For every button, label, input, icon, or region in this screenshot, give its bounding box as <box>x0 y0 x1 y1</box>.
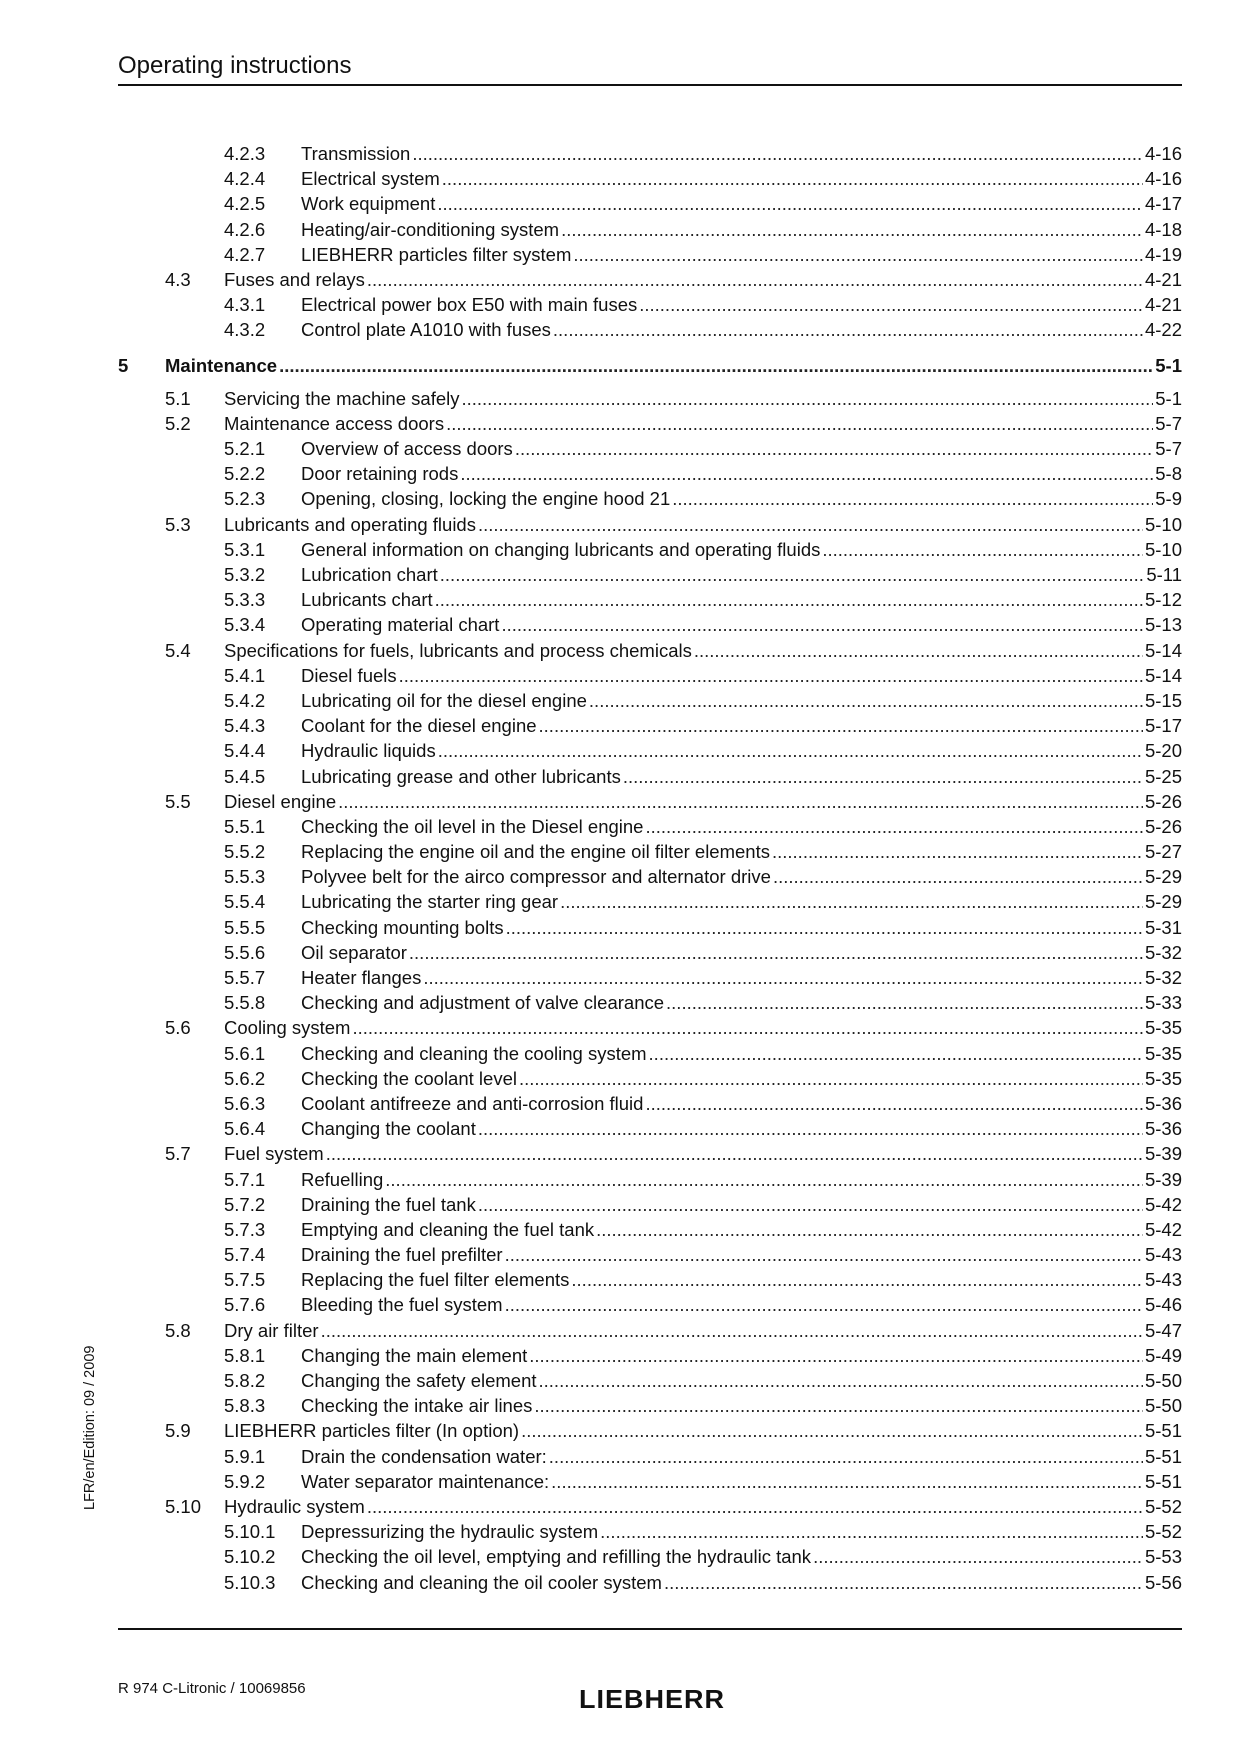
toc-leader-dots <box>442 168 1143 190</box>
toc-leader-dots <box>551 1471 1143 1493</box>
toc-entry-page: 5-8 <box>1155 463 1182 485</box>
toc-entry-number: 5.8.1 <box>224 1344 266 1366</box>
toc-leader-dots <box>440 564 1145 586</box>
toc-entry-number: 5.4.2 <box>224 689 266 711</box>
toc-entry[interactable] <box>118 1143 1182 1168</box>
toc-entry[interactable] <box>118 967 1182 992</box>
toc-entry-number: 5 <box>118 354 129 376</box>
toc-leader-dots <box>505 1244 1143 1266</box>
toc-entry[interactable] <box>118 640 1182 665</box>
toc-entry[interactable] <box>118 269 1182 294</box>
toc-entry-title: Opening, closing, locking the engine hood 21 <box>301 488 671 510</box>
toc-entry-title: Operating material chart <box>301 614 500 636</box>
toc-entry-number: 4.2.4 <box>224 168 266 190</box>
toc-leader-dots <box>515 438 1153 460</box>
toc-entry[interactable] <box>118 791 1182 816</box>
toc-entry-page: 5-1 <box>1155 387 1182 409</box>
toc-entry-number: 5.6.1 <box>224 1042 266 1064</box>
toc-entry[interactable] <box>118 665 1182 690</box>
toc-entry-number: 5.5.2 <box>224 841 266 863</box>
toc-entry-page: 5-26 <box>1144 790 1182 812</box>
toc-entry-page: 5-35 <box>1144 1042 1182 1064</box>
toc-leader-dots <box>399 665 1143 687</box>
toc-entry[interactable] <box>118 690 1182 715</box>
toc-leader-dots <box>553 319 1143 341</box>
toc-entry[interactable] <box>118 193 1182 218</box>
toc-entry-page: 5-39 <box>1144 1143 1182 1165</box>
toc-entry[interactable] <box>118 539 1182 564</box>
toc-leader-dots <box>367 269 1143 291</box>
toc-entry-number: 5.6.4 <box>224 1118 266 1140</box>
toc-entry-number: 5.7.1 <box>224 1168 266 1190</box>
toc-entry-page: 5-35 <box>1144 1067 1182 1089</box>
toc-entry-title: Lubrication chart <box>301 564 438 585</box>
toc-entry-title: Door retaining rods <box>301 463 459 485</box>
toc-entry[interactable] <box>118 1244 1182 1269</box>
toc-entry[interactable] <box>118 1017 1182 1042</box>
toc-entry-page: 5-9 <box>1155 488 1182 510</box>
toc-entry-number: 4.2.6 <box>224 218 266 240</box>
toc-entry-page: 5-42 <box>1144 1218 1182 1240</box>
document-header-title: Operating instructions <box>118 52 352 79</box>
toc-entry-page: 5-1 <box>1155 354 1182 376</box>
toc-leader-dots <box>639 294 1143 316</box>
toc-entry-number: 5.7 <box>165 1143 191 1165</box>
toc-entry-number: 4.3.1 <box>224 294 266 316</box>
toc-leader-dots <box>501 614 1143 636</box>
toc-leader-dots <box>478 1194 1143 1216</box>
toc-entry-page: 4-19 <box>1144 243 1182 265</box>
toc-entry[interactable] <box>118 917 1182 942</box>
toc-entry[interactable] <box>118 438 1182 463</box>
toc-entry-number: 5.9.1 <box>224 1445 266 1467</box>
toc-entry-title: Lubricating grease and other lubricants <box>301 765 621 787</box>
toc-entry-number: 5.3.1 <box>224 538 266 560</box>
toc-entry-number: 5.7.3 <box>224 1218 266 1240</box>
toc-entry-page: 4-21 <box>1144 294 1182 316</box>
toc-entry-page: 5-56 <box>1144 1571 1182 1593</box>
toc-leader-dots <box>539 1370 1143 1392</box>
toc-entry-page: 5-51 <box>1144 1470 1182 1492</box>
toc-leader-dots <box>321 1320 1143 1342</box>
toc-entry[interactable] <box>118 168 1182 193</box>
toc-entry-number: 5.2.2 <box>224 463 266 485</box>
toc-entry-page: 5-12 <box>1144 589 1182 611</box>
toc-leader-dots <box>326 1143 1143 1165</box>
toc-entry-number: 4.2.3 <box>224 143 266 164</box>
toc-entry-title: Emptying and cleaning the fuel tank <box>301 1218 595 1240</box>
toc-entry-number: 5.2.3 <box>224 488 266 510</box>
toc-entry[interactable] <box>118 244 1182 269</box>
toc-leader-dots <box>521 1420 1143 1442</box>
toc-entry-number: 5.1 <box>165 387 191 409</box>
toc-entry-title: Checking the intake air lines <box>301 1395 533 1417</box>
toc-leader-dots <box>645 1093 1143 1115</box>
toc-leader-dots <box>649 1043 1143 1065</box>
toc-entry-title: Lubricants chart <box>301 589 433 611</box>
footer-divider <box>118 1628 1182 1630</box>
toc-entry-title: Checking and cleaning the oil cooler system <box>301 1571 662 1593</box>
toc-entry-title: Fuel system <box>224 1143 324 1165</box>
toc-entry-number: 5.3.2 <box>224 564 266 585</box>
toc-entry[interactable] <box>118 1118 1182 1143</box>
toc-entry-page: 5-17 <box>1144 715 1182 737</box>
toc-leader-dots <box>645 816 1143 838</box>
edition-side-label: LFR/en/Edition: 09 / 2009 <box>82 1345 98 1510</box>
toc-entry[interactable] <box>118 1446 1182 1471</box>
toc-entry-number: 4.2.7 <box>224 243 266 265</box>
toc-leader-dots <box>822 539 1143 561</box>
toc-entry-title: Polyvee belt for the airco compressor and alternator drive <box>301 866 771 888</box>
toc-entry[interactable] <box>118 866 1182 891</box>
toc-entry[interactable] <box>118 488 1182 513</box>
toc-entry-number: 5.6.3 <box>224 1092 266 1114</box>
toc-entry[interactable] <box>118 355 1182 380</box>
toc-leader-dots <box>506 917 1143 939</box>
toc-entry-number: 5.3.3 <box>224 589 266 611</box>
toc-leader-dots <box>352 1017 1143 1039</box>
toc-entry-page: 5-47 <box>1144 1319 1182 1341</box>
toc-leader-dots <box>505 1294 1143 1316</box>
toc-entry-number: 5.4.1 <box>224 664 266 686</box>
toc-entry[interactable] <box>118 1546 1182 1571</box>
toc-entry-title: Draining the fuel tank <box>301 1193 476 1215</box>
toc-entry-title: Transmission <box>301 143 411 164</box>
toc-leader-dots <box>385 1169 1143 1191</box>
toc-leader-dots <box>560 891 1143 913</box>
header-divider <box>118 84 1182 86</box>
toc-entry-title: Electrical system <box>301 168 440 190</box>
toc-entry-page: 5-36 <box>1144 1092 1182 1114</box>
toc-leader-dots <box>772 841 1143 863</box>
toc-leader-dots <box>446 413 1153 435</box>
liebherr-logo-text: LIEBHERR <box>579 1686 725 1712</box>
toc-leader-dots <box>423 967 1143 989</box>
toc-entry-title: Overview of access doors <box>301 438 513 460</box>
toc-entry-number: 5.10.3 <box>224 1571 276 1593</box>
toc-entry-number: 5.5.3 <box>224 866 266 888</box>
toc-entry-title: Oil separator <box>301 941 407 963</box>
toc-entry-title: Diesel engine <box>224 790 337 812</box>
toc-entry-number: 5.4.5 <box>224 765 266 787</box>
toc-entry[interactable] <box>118 1219 1182 1244</box>
toc-entry-page: 4-17 <box>1144 193 1182 215</box>
toc-entry-page: 5-13 <box>1144 614 1182 636</box>
toc-entry[interactable] <box>118 1169 1182 1194</box>
toc-entry-page: 5-52 <box>1144 1521 1182 1543</box>
toc-leader-dots <box>529 1345 1143 1367</box>
toc-entry-number: 5.6.2 <box>224 1067 266 1089</box>
toc-leader-dots <box>623 766 1143 788</box>
toc-entry-page: 5-46 <box>1144 1294 1182 1316</box>
toc-entry-page: 5-51 <box>1144 1445 1182 1467</box>
toc-entry-title: Servicing the machine safely <box>224 387 460 409</box>
toc-entry-number: 5.5.8 <box>224 992 266 1014</box>
toc-entry-number: 5.5.6 <box>224 941 266 963</box>
toc-leader-dots <box>664 1572 1143 1594</box>
toc-entry-title: Checking mounting bolts <box>301 916 504 938</box>
toc-entry-page: 5-29 <box>1144 891 1182 913</box>
toc-leader-dots <box>519 1068 1143 1090</box>
toc-leader-dots <box>367 1496 1143 1518</box>
toc-entry-page: 4-22 <box>1144 319 1182 341</box>
toc-entry[interactable] <box>118 514 1182 539</box>
toc-entry-number: 5.10.1 <box>224 1521 276 1543</box>
toc-leader-dots <box>437 193 1143 215</box>
toc-entry-title: Work equipment <box>301 193 436 215</box>
toc-leader-dots <box>438 740 1143 762</box>
toc-entry-page: 5-25 <box>1144 765 1182 787</box>
toc-entry-title: Diesel fuels <box>301 664 397 686</box>
toc-entry[interactable] <box>118 219 1182 244</box>
toc-entry-title: Hydraulic system <box>224 1495 365 1517</box>
toc-entry-number: 5.8.2 <box>224 1370 266 1391</box>
toc-entry[interactable] <box>118 614 1182 639</box>
toc-entry-number: 5.5.1 <box>224 815 266 837</box>
toc-entry-page: 5-33 <box>1144 992 1182 1014</box>
toc-entry-page: 5-14 <box>1144 664 1182 686</box>
toc-entry[interactable] <box>118 294 1182 319</box>
toc-entry[interactable] <box>118 1294 1182 1319</box>
toc-entry[interactable] <box>118 413 1182 438</box>
toc-entry-title: LIEBHERR particles filter system <box>301 243 572 265</box>
toc-entry-page: 5-15 <box>1144 689 1182 711</box>
toc-entry-number: 5.9 <box>165 1420 191 1442</box>
toc-leader-dots <box>534 1395 1143 1417</box>
toc-entry[interactable] <box>118 1093 1182 1118</box>
liebherr-logo <box>554 1686 750 1712</box>
toc-entry[interactable] <box>118 740 1182 765</box>
toc-entry-number: 5.6 <box>165 1017 191 1039</box>
toc-entry[interactable] <box>118 1521 1182 1546</box>
toc-entry-page: 5-39 <box>1144 1168 1182 1190</box>
toc-entry-title: Cooling system <box>224 1017 351 1039</box>
toc-entry-page: 5-29 <box>1144 866 1182 888</box>
toc-entry[interactable] <box>118 715 1182 740</box>
toc-entry-page: 5-20 <box>1144 740 1182 762</box>
toc-entry-number: 4.3.2 <box>224 319 266 341</box>
toc-leader-dots <box>666 992 1143 1014</box>
toc-entry-number: 5.10.2 <box>224 1546 276 1568</box>
toc-entry-page: 5-7 <box>1155 438 1182 460</box>
toc-leader-dots <box>596 1219 1143 1241</box>
toc-entry-title: Hydraulic liquids <box>301 740 436 762</box>
toc-entry[interactable] <box>118 942 1182 967</box>
toc-entry-number: 5.2.1 <box>224 438 266 460</box>
toc-entry[interactable] <box>118 816 1182 841</box>
toc-entry-page: 5-50 <box>1144 1395 1182 1417</box>
toc-entry-title: Maintenance access doors <box>224 412 445 434</box>
toc-leader-dots <box>571 1269 1143 1291</box>
footer-document-id: R 974 C-Litronic / 10069856 <box>118 1680 306 1697</box>
toc-entry-page: 5-27 <box>1144 841 1182 863</box>
toc-entry-page: 4-18 <box>1144 218 1182 240</box>
toc-entry-number: 5.7.2 <box>224 1193 266 1215</box>
toc-entry-number: 5.5 <box>165 790 191 812</box>
toc-entry-title: Lubricants and operating fluids <box>224 513 476 535</box>
toc-entry-title: Changing the safety element <box>301 1370 537 1391</box>
toc-leader-dots <box>478 1118 1143 1140</box>
toc-entry-number: 4.2.5 <box>224 193 266 215</box>
toc-entry-title: Water separator maintenance: <box>301 1470 550 1492</box>
toc-entry[interactable] <box>118 1320 1182 1345</box>
toc-entry-page: 5-50 <box>1144 1370 1182 1391</box>
toc-entry-title: Drain the condensation water: <box>301 1445 547 1467</box>
toc-entry-page: 5-51 <box>1144 1420 1182 1442</box>
toc-entry-title: Coolant antifreeze and anti-corrosion fluid <box>301 1092 644 1114</box>
toc-entry[interactable] <box>118 766 1182 791</box>
toc-entry[interactable] <box>118 1471 1182 1496</box>
toc-entry-title: LIEBHERR particles filter (In option) <box>224 1420 520 1442</box>
toc-entry-title: General information on changing lubricants and operating fluids <box>301 538 821 560</box>
toc-entry-page: 5-32 <box>1144 941 1182 963</box>
toc-entry-number: 5.7.6 <box>224 1294 266 1316</box>
toc-entry[interactable] <box>118 992 1182 1017</box>
toc-entry-number: 5.8 <box>165 1319 191 1341</box>
toc-leader-dots <box>672 488 1153 510</box>
toc-entry-title: Checking and adjustment of valve clearance <box>301 992 665 1014</box>
toc-entry[interactable] <box>118 891 1182 916</box>
toc-leader-dots <box>460 463 1153 485</box>
toc-entry-page: 4-16 <box>1144 143 1182 164</box>
toc-entry-title: Checking the oil level in the Diesel engine <box>301 815 644 837</box>
toc-entry-page: 5-43 <box>1144 1244 1182 1266</box>
toc-entry-title: Checking and cleaning the cooling system <box>301 1042 647 1064</box>
toc-leader-dots <box>773 866 1143 888</box>
toc-entry-page: 5-11 <box>1146 564 1182 585</box>
toc-leader-dots <box>813 1546 1143 1568</box>
toc-entry-number: 5.8.3 <box>224 1395 266 1417</box>
toc-entry-number: 5.10 <box>165 1495 202 1517</box>
toc-entry-title: Replacing the engine oil and the engine oil filter elements <box>301 841 770 863</box>
toc-entry-number: 5.3.4 <box>224 614 266 636</box>
toc-entry-number: 5.5.4 <box>224 891 266 913</box>
toc-entry-number: 5.2 <box>165 412 191 434</box>
toc-entry-number: 5.3 <box>165 513 191 535</box>
toc-entry-page: 5-52 <box>1144 1495 1182 1517</box>
toc-leader-dots <box>279 355 1153 377</box>
toc-entry-page: 5-10 <box>1144 538 1182 560</box>
toc-entry-title: Changing the coolant <box>301 1118 476 1140</box>
toc-entry[interactable] <box>118 319 1182 344</box>
toc-entry-page: 4-21 <box>1144 268 1182 290</box>
toc-entry-page: 5-7 <box>1155 412 1182 434</box>
toc-entry[interactable] <box>118 1420 1182 1445</box>
toc-leader-dots <box>600 1521 1143 1543</box>
toc-entry[interactable] <box>118 1572 1182 1597</box>
toc-leader-dots <box>589 690 1143 712</box>
toc-entry[interactable] <box>118 1345 1182 1370</box>
toc-entry-page: 5-26 <box>1144 815 1182 837</box>
toc-entry-page: 5-31 <box>1144 916 1182 938</box>
toc-entry-title: Coolant for the diesel engine <box>301 715 537 737</box>
toc-entry-number: 5.9.2 <box>224 1470 266 1492</box>
toc-entry-page: 5-53 <box>1144 1546 1182 1568</box>
toc-entry-page: 5-43 <box>1144 1269 1182 1291</box>
toc-leader-dots <box>573 244 1143 266</box>
toc-entry[interactable] <box>118 841 1182 866</box>
toc-entry-page: 5-42 <box>1144 1193 1182 1215</box>
toc-leader-dots <box>338 791 1143 813</box>
toc-leader-dots <box>461 388 1153 410</box>
toc-entry[interactable] <box>118 1068 1182 1093</box>
toc-entry-number: 4.3 <box>165 268 191 290</box>
toc-entry-number: 5.7.4 <box>224 1244 266 1266</box>
toc-entry-page: 5-14 <box>1144 639 1182 661</box>
toc-entry-title: Dry air filter <box>224 1319 319 1341</box>
toc-entry[interactable] <box>118 1194 1182 1219</box>
toc-entry[interactable] <box>118 1269 1182 1294</box>
toc-entry-number: 5.5.5 <box>224 916 266 938</box>
toc-entry[interactable] <box>118 589 1182 614</box>
toc-entry-number: 5.5.7 <box>224 967 266 988</box>
toc-entry-number: 5.4.4 <box>224 740 266 762</box>
toc-entry-title: Checking the coolant level <box>301 1067 517 1089</box>
toc-entry-title: Electrical power box E50 with main fuses <box>301 294 638 316</box>
toc-entry-title: Specifications for fuels, lubricants and process chemicals <box>224 639 692 661</box>
toc-leader-dots <box>549 1446 1143 1468</box>
toc-entry-title: Changing the main element <box>301 1344 528 1366</box>
toc-entry-number: 5.4.3 <box>224 715 266 737</box>
toc-entry-title: Maintenance <box>165 354 278 376</box>
toc-entry-page: 5-35 <box>1144 1017 1182 1039</box>
toc-leader-dots <box>412 143 1143 165</box>
toc-entry-title: Depressurizing the hydraulic system <box>301 1521 599 1543</box>
toc-entry-page: 5-49 <box>1144 1344 1182 1366</box>
toc-entry[interactable] <box>118 1370 1182 1395</box>
toc-leader-dots <box>539 715 1143 737</box>
toc-entry-number: 5.4 <box>165 639 191 661</box>
toc-leader-dots <box>694 640 1143 662</box>
toc-entry-title: Fuses and relays <box>224 268 365 290</box>
toc-entry-title: Refuelling <box>301 1168 384 1190</box>
toc-entry[interactable] <box>118 1395 1182 1420</box>
toc-entry-page: 4-16 <box>1144 168 1182 190</box>
toc-entry-number: 5.7.5 <box>224 1269 266 1291</box>
toc-leader-dots <box>435 589 1143 611</box>
toc-entry[interactable] <box>118 1043 1182 1068</box>
toc-entry-title: Draining the fuel prefilter <box>301 1244 503 1266</box>
toc-entry[interactable] <box>118 388 1182 413</box>
toc-entry[interactable] <box>118 463 1182 488</box>
toc-entry-page: 5-32 <box>1144 967 1182 988</box>
toc-entry-title: Heating/air-conditioning system <box>301 218 560 240</box>
toc-entry-title: Replacing the fuel filter elements <box>301 1269 570 1291</box>
toc-entry-title: Lubricating the starter ring gear <box>301 891 559 913</box>
toc-entry-title: Bleeding the fuel system <box>301 1294 503 1316</box>
toc-leader-dots <box>478 514 1143 536</box>
toc-leader-dots <box>561 219 1143 241</box>
toc-leader-dots <box>409 942 1143 964</box>
toc-entry-title: Lubricating oil for the diesel engine <box>301 689 587 711</box>
toc-entry[interactable] <box>118 1496 1182 1521</box>
table-of-contents <box>118 143 1182 1597</box>
toc-entry-title: Control plate A1010 with fuses <box>301 319 551 341</box>
toc-entry-title: Checking the oil level, emptying and refilling the hydraulic tank <box>301 1546 812 1568</box>
toc-entry-title: Heater flanges <box>301 967 422 988</box>
toc-entry[interactable] <box>118 143 1182 168</box>
toc-entry-page: 5-10 <box>1144 513 1182 535</box>
toc-entry[interactable] <box>118 564 1182 589</box>
toc-entry-page: 5-36 <box>1144 1118 1182 1140</box>
